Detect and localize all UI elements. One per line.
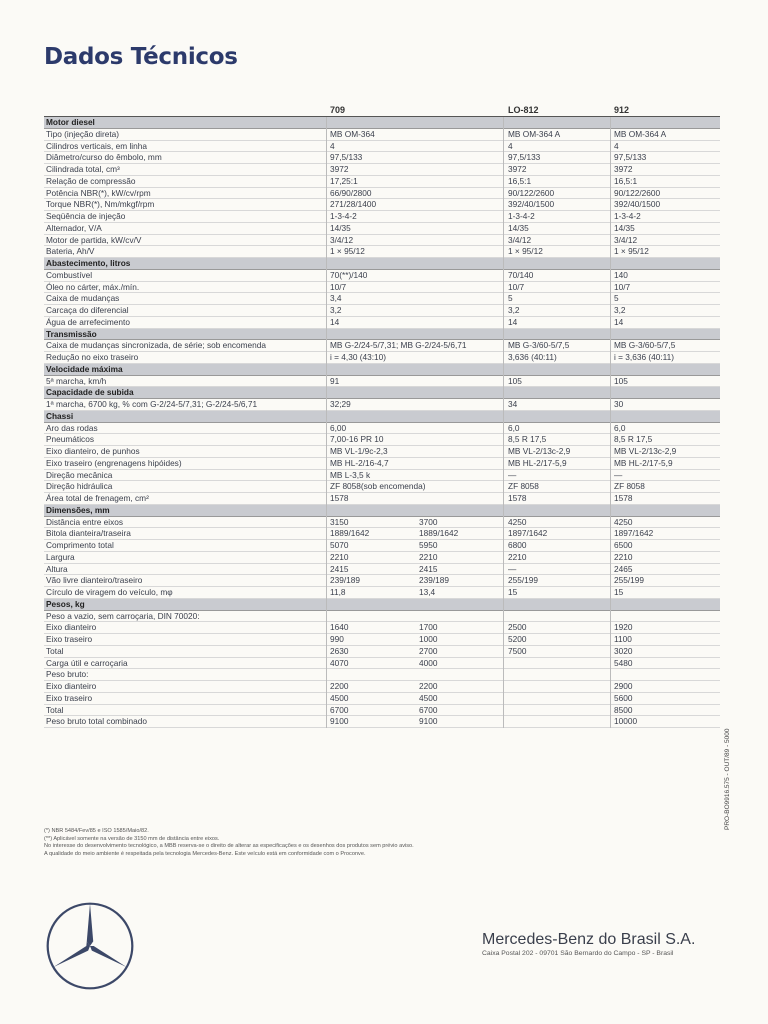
row-label: Área total de frenagem, cm² [46, 493, 149, 503]
cell-value: 14/35 [614, 222, 635, 233]
row-label: Largura [46, 551, 75, 562]
cell-value: MB G-3/60-5/7,5 [614, 340, 676, 351]
cell-value: MB OM-364 [330, 128, 375, 139]
cell-value: 2210 [508, 551, 527, 562]
table-row [44, 611, 720, 623]
table-row [44, 716, 720, 728]
column-rule [326, 117, 327, 728]
cell-value: 5600 [614, 692, 633, 703]
cell-value: 16,5:1 [614, 175, 638, 186]
row-label: Eixo dianteiro, de punhos [46, 446, 140, 456]
cell-value: — [508, 469, 517, 480]
table-row [44, 705, 720, 717]
mercedes-star-logo [44, 900, 136, 992]
cell-value: MB G-3/60-5/7,5 [508, 340, 570, 351]
table-row [44, 235, 720, 247]
cell-value: 255/199 [508, 575, 538, 586]
cell-value: 97,5/133 [614, 152, 647, 163]
row-label: Torque NBR(*), Nm/mkgf/rpm [46, 199, 155, 210]
row-label: Distância entre eixos [46, 516, 124, 527]
cell-value: 105 [508, 375, 522, 386]
cell-value: ZF 8058(sob encomenda) [330, 481, 426, 492]
cell-value: 4000 [419, 657, 438, 668]
table-row [44, 340, 720, 352]
cell-value: 140 [614, 269, 628, 280]
row-label: Comprimento total [46, 540, 114, 550]
row-label: Eixo traseiro [46, 692, 93, 703]
cell-value: 16,5:1 [508, 175, 532, 186]
table-row [44, 246, 720, 258]
cell-value: 1578 [508, 493, 527, 503]
table-row [44, 646, 720, 658]
row-label: Óleo no cárter, máx./mín. [46, 281, 140, 292]
cell-value: 1889/1642 [330, 528, 370, 539]
cell-value: 392/40/1500 [614, 199, 661, 210]
table-row [44, 517, 720, 529]
table-row [44, 587, 720, 599]
cell-value: — [508, 563, 517, 574]
cell-value: 10/7 [508, 281, 525, 292]
section-header [44, 117, 720, 129]
table-row [44, 223, 720, 235]
cell-value: 14 [614, 316, 624, 327]
cell-value: 3972 [508, 164, 527, 174]
cell-value: 1700 [419, 622, 438, 633]
footnote: A qualidade do meio ambiente é respeitada pela tecnologia Mercedes-Benz. Este veículo está em conformidade com o Proconve. [44, 850, 366, 857]
table-row [44, 199, 720, 211]
cell-value: 4 [330, 140, 335, 151]
cell-value: MB VL-2/13c-2,9 [508, 446, 571, 456]
cell-value: 3,2 [614, 305, 626, 315]
cell-value: 3,2 [330, 305, 342, 315]
column-rule [503, 117, 504, 728]
cell-value: MB L-3,5 k [330, 469, 371, 480]
section-header [44, 411, 720, 423]
cell-value: 2415 [330, 563, 349, 574]
cell-value: 1897/1642 [614, 528, 654, 539]
cell-value: 3972 [330, 164, 349, 174]
table-row [44, 399, 720, 411]
cell-value: 34 [508, 399, 518, 409]
table-row [44, 493, 720, 505]
cell-value: 2210 [330, 551, 349, 562]
cell-value: 5480 [614, 657, 633, 668]
cell-value: 9100 [330, 716, 349, 727]
table-row [44, 305, 720, 317]
cell-value: 255/199 [614, 575, 644, 586]
cell-value: 4 [508, 140, 513, 151]
cell-value: 1 × 95/12 [330, 246, 365, 257]
cell-value: 1640 [330, 622, 349, 633]
cell-value: 1100 [614, 634, 632, 644]
row-label: Água de arrefecimento [46, 316, 130, 327]
cell-value: MB VL-1/9c-2,3 [330, 446, 388, 456]
column-rule [610, 117, 611, 728]
table-row [44, 552, 720, 564]
cell-value: 5070 [330, 540, 349, 550]
cell-value: 3/4/12 [330, 234, 354, 245]
cell-value: 2210 [614, 551, 633, 562]
footnote: (*) NBR 5484/Fev/85 e ISO 1585/Maio/82. [44, 828, 149, 834]
row-label: Carcaça do diferencial [46, 305, 129, 315]
cell-value: 3150 [330, 516, 349, 527]
cell-value: 1000 [419, 634, 438, 644]
table-row [44, 434, 720, 446]
cell-value: 7500 [508, 645, 527, 656]
section-header [44, 329, 720, 341]
row-label: Peso a vazio, sem carroçaria, DIN 70020: [46, 610, 200, 621]
table-row [44, 470, 720, 482]
section-title: Motor diesel [46, 117, 95, 127]
cell-value: 15 [614, 587, 624, 597]
cell-value: 239/189 [330, 575, 360, 586]
cell-value: 3/4/12 [614, 234, 638, 245]
section-title: Dimensões, mm [46, 504, 110, 515]
cell-value: 66/90/2800 [330, 187, 372, 198]
table-row [44, 634, 720, 646]
cell-value: 3,636 (40:11) [508, 352, 557, 362]
section-title: Capacidade de subida [46, 387, 134, 398]
cell-value: 990 [330, 634, 344, 644]
cell-value: 15 [508, 587, 518, 597]
section-title: Velocidade máxima [46, 363, 123, 374]
footnote: (**) Aplicável somente na versão de 3150 mm de distância entre eixos. [44, 835, 220, 842]
table-row [44, 575, 720, 587]
cell-value: 2700 [419, 645, 438, 656]
row-label: Pneumáticos [46, 434, 94, 445]
table-row [44, 446, 720, 458]
cell-value: MB OM-364 A [508, 128, 561, 139]
cell-value: 70/140 [508, 269, 534, 280]
row-label: Caixa de mudanças [46, 293, 120, 304]
row-label: Carga útil e carroçaria [46, 657, 128, 668]
cell-value: 6,00 [330, 422, 347, 433]
cell-value: 90/122/2600 [508, 187, 555, 198]
section-title: Transmissão [46, 328, 97, 339]
cell-value: — [614, 469, 623, 480]
cell-value: 6700 [419, 704, 438, 715]
cell-value: 9100 [419, 716, 438, 727]
table-row [44, 681, 720, 693]
cell-value: 2630 [330, 645, 349, 656]
cell-value: 13,4 [419, 587, 436, 597]
row-label: Total [46, 645, 64, 656]
cell-value: 10/7 [330, 281, 347, 292]
cell-value: 6,0 [614, 422, 626, 433]
row-label: Motor de partida, kW/cv/V [46, 234, 142, 245]
section-header [44, 599, 720, 611]
section-title: Pesos, kg [46, 598, 85, 609]
table-row [44, 423, 720, 435]
cell-value: MB HL-2/17-5,9 [614, 457, 673, 468]
row-label: Eixo traseiro (engrenagens hipóides) [46, 457, 182, 468]
cell-value: 4 [614, 140, 619, 151]
company-address: Caixa Postal 202 - 09701 São Bernardo do Campo - SP - Brasil [482, 950, 674, 957]
row-label: Aro das rodas [46, 422, 98, 433]
row-label: Altura [46, 563, 68, 574]
table-row [44, 481, 720, 493]
table-row [44, 141, 720, 153]
column-header-912: 912 [614, 105, 630, 115]
cell-value: 239/189 [419, 575, 449, 586]
cell-value: 3,4 [330, 293, 342, 304]
cell-value: 3/4/12 [508, 234, 532, 245]
table-row [44, 622, 720, 634]
table-row [44, 458, 720, 470]
cell-value: 5950 [419, 540, 438, 550]
cell-value: MB HL-2/16-4,7 [330, 457, 389, 468]
cell-value: 14/35 [330, 222, 351, 233]
cell-value: MB OM-364 A [614, 128, 667, 139]
table-row [44, 293, 720, 305]
cell-value: MB VL-2/13c-2,9 [614, 446, 677, 456]
cell-value: 3972 [614, 164, 633, 174]
table-row [44, 129, 720, 141]
cell-value: MB HL-2/17-5,9 [508, 457, 567, 468]
row-label: Cilindros verticais, em linha [46, 140, 147, 151]
cell-value: 1-3-4-2 [614, 211, 641, 221]
section-header [44, 505, 720, 517]
row-label: Combustível [46, 269, 93, 280]
cell-value: 5 [614, 293, 619, 304]
table-row [44, 693, 720, 705]
cell-value: 271/28/1400 [330, 199, 377, 210]
cell-value: 1897/1642 [508, 528, 548, 539]
cell-value: 8,5 R 17,5 [614, 434, 653, 445]
company-name: Mercedes-Benz do Brasil S.A. [482, 931, 696, 948]
cell-value: 3700 [419, 516, 438, 527]
cell-value: 4500 [419, 692, 438, 703]
cell-value: 3,2 [508, 305, 520, 315]
table-row [44, 376, 720, 388]
section-title: Abastecimento, litros [46, 258, 131, 268]
cell-value: 2200 [419, 681, 438, 691]
cell-value: 5200 [508, 634, 527, 644]
table-row [44, 282, 720, 294]
cell-value: 1 × 95/12 [614, 246, 649, 257]
row-label: Caixa de mudanças sincronizada, de série; sob encomenda [46, 340, 266, 351]
cell-value: 10/7 [614, 281, 631, 292]
cell-value: 8,5 R 17,5 [508, 434, 547, 445]
table-row [44, 164, 720, 176]
cell-value: 4500 [330, 692, 349, 703]
row-label: Relação de compressão [46, 175, 136, 186]
cell-value: 14/35 [508, 222, 529, 233]
cell-value: 91 [330, 375, 340, 386]
cell-value: 5 [508, 293, 513, 304]
row-label: Círculo de viragem do veículo, mφ [46, 587, 173, 597]
footnote: No interesse do desenvolvimento tecnológico, a MBB reserva-se o direito de alterar as especificações e os desenhos dos produtos sem prévio aviso. [44, 843, 414, 850]
row-label: Direção hidráulica [46, 481, 113, 492]
table-row [44, 176, 720, 188]
cell-value: 2210 [419, 551, 438, 562]
cell-value: 1 × 95/12 [508, 246, 543, 257]
cell-value: ZF 8058 [508, 481, 539, 492]
cell-value: 7,00-16 PR 10 [330, 434, 384, 445]
cell-value: 3020 [614, 645, 633, 656]
cell-value: 6,0 [508, 422, 520, 433]
cell-value: 1578 [614, 493, 633, 503]
cell-value: 8500 [614, 704, 633, 715]
table-row [44, 352, 720, 364]
cell-value: ZF 8058 [614, 481, 645, 492]
cell-value: 1-3-4-2 [508, 211, 535, 221]
cell-value: 392/40/1500 [508, 199, 555, 210]
row-label: Redução no eixo traseiro [46, 352, 139, 362]
cell-value: 6700 [330, 704, 349, 715]
column-header-709: 709 [330, 105, 346, 115]
cell-value: 2900 [614, 681, 633, 691]
cell-value: 4070 [330, 657, 349, 668]
cell-value: i = 4,30 (43:10) [330, 352, 387, 362]
cell-value: 70(**)/140 [330, 269, 368, 280]
cell-value: 11,8 [330, 587, 346, 597]
cell-value: 6500 [614, 540, 633, 550]
row-label: Direção mecânica [46, 469, 113, 480]
cell-value: i = 3,636 (40:11) [614, 352, 675, 362]
cell-value: 32;29 [330, 399, 351, 409]
cell-value: 2500 [508, 622, 527, 633]
table-row [44, 211, 720, 223]
cell-value: 105 [614, 375, 628, 386]
row-label: Cilindrada total, cm³ [46, 164, 120, 174]
table-row [44, 658, 720, 670]
row-label: Eixo dianteiro [46, 622, 97, 633]
row-label: Eixo traseiro [46, 634, 93, 644]
row-label: Bateria, Ah/V [46, 246, 95, 257]
cell-value: 97,5/133 [330, 152, 363, 163]
row-label: Vão livre dianteiro/traseiro [46, 575, 143, 586]
cell-value: 1-3-4-2 [330, 211, 357, 221]
table-row [44, 188, 720, 200]
cell-value: 14 [508, 316, 518, 327]
row-label: Peso bruto total combinado [46, 716, 148, 727]
section-header [44, 258, 720, 270]
column-header-lo-812: LO-812 [508, 105, 539, 115]
cell-value: 97,5/133 [508, 152, 541, 163]
table-row [44, 564, 720, 576]
row-label: Diâmetro/curso do êmbolo, mm [46, 152, 162, 163]
section-header [44, 387, 720, 399]
table-row [44, 152, 720, 164]
page-title: Dados Técnicos [44, 44, 238, 70]
row-label: 1ª marcha, 6700 kg, % com G-2/24-5/7,31; G-2/24-5/6,71 [46, 399, 258, 409]
print-code: PRO-BO9916.575 - OUT/89 - 5000 [724, 728, 731, 830]
section-title: Chassi [46, 410, 74, 421]
cell-value: 4250 [614, 516, 633, 527]
cell-value: 1578 [330, 493, 349, 503]
cell-value: 90/122/2600 [614, 187, 661, 198]
cell-value: 1920 [614, 622, 633, 633]
row-label: Eixo dianteiro [46, 681, 97, 691]
row-label: Peso bruto: [46, 669, 89, 680]
cell-value: 10000 [614, 716, 638, 727]
cell-value: MB G-2/24-5/7,31; MB G-2/24-5/6,71 [330, 340, 467, 351]
cell-value: 2415 [419, 563, 438, 574]
table-row [44, 270, 720, 282]
technical-data-table [44, 117, 720, 728]
row-label: Bitola dianteira/traseira [46, 528, 131, 539]
row-label: Total [46, 704, 64, 715]
cell-value: 2200 [330, 681, 349, 691]
row-label: Potência NBR(*), kW/cv/rpm [46, 187, 151, 198]
cell-value: 14 [330, 316, 340, 327]
section-header [44, 364, 720, 376]
table-row [44, 669, 720, 681]
row-label: 5ª marcha, km/h [46, 375, 107, 386]
row-label: Seqüência de injeção [46, 211, 126, 221]
cell-value: 30 [614, 399, 624, 409]
row-label: Tipo (injeção direta) [46, 128, 120, 139]
cell-value: 17,25:1 [330, 175, 358, 186]
footnotes [44, 828, 604, 858]
table-row [44, 540, 720, 552]
cell-value: 4250 [508, 516, 527, 527]
cell-value: 6800 [508, 540, 527, 550]
row-label: Alternador, V/A [46, 222, 102, 233]
cell-value: 2465 [614, 563, 633, 574]
table-row [44, 317, 720, 329]
cell-value: 1889/1642 [419, 528, 459, 539]
table-row [44, 528, 720, 540]
